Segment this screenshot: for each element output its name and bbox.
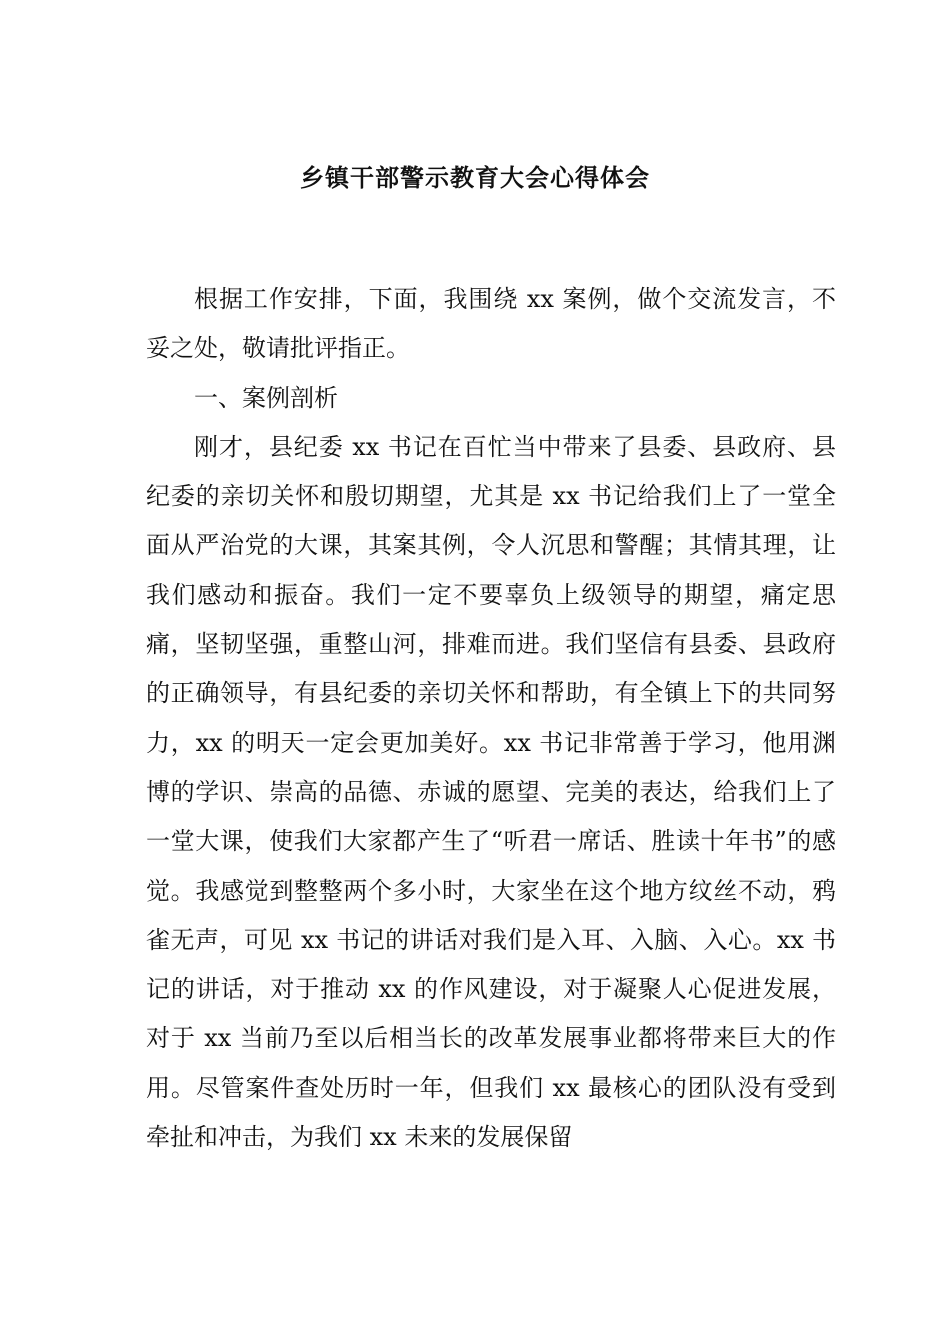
intro-paragraph: 根据工作安排，下面，我围绕 xx 案例，做个交流发言，不妥之处，敬请批评指正。 (146, 285, 836, 363)
document-body (146, 275, 836, 1162)
case-analysis-paragraph: 刚才，县纪委 xx 书记在百忙当中带来了县委、县政府、县纪委的亲切关怀和殷切期望，尤其是 xx 书记给我们上了一堂全面从严治党的大课，其案其例，令人沉思和警醒；其情其理，让我们感动和振奋。我们一定不要辜负上级领导的期望，痛定思痛，坚韧坚强，重整山河，排难而进。我们坚信有县委、县政府的正确领导，有县纪委的亲切关怀和帮助，有全镇上下的共同努力，xx 的明天一定会更加美好。xx 书记非常善于学习，他用渊博的学识、崇高的品德、赤诚的愿望、完美的表达，给我们上了一堂大课，使我们大家都产生了“听君一席话、胜读十年书”的感觉。我感觉到整整两个多小时，大家坐在这个地方纹丝不动，鸦雀无声，可见 xx 书记的讲话对我们是入耳、入脑、入心。xx 书记的讲话，对于推动 xx 的作风建设，对于凝聚人心促进发展，对于 xx 当前乃至以后相当长的改革发展事业都将带来巨大的作用。尽管案件查处历时一年，但我们 xx 最核心的团队没有受到牵扯和冲击，为我们 xx 未来的发展保留 (146, 432, 836, 1152)
document-title: 乡镇干部警示教育大会心得体会 (300, 163, 650, 192)
section-heading: 一、案例剖析 (194, 383, 338, 412)
